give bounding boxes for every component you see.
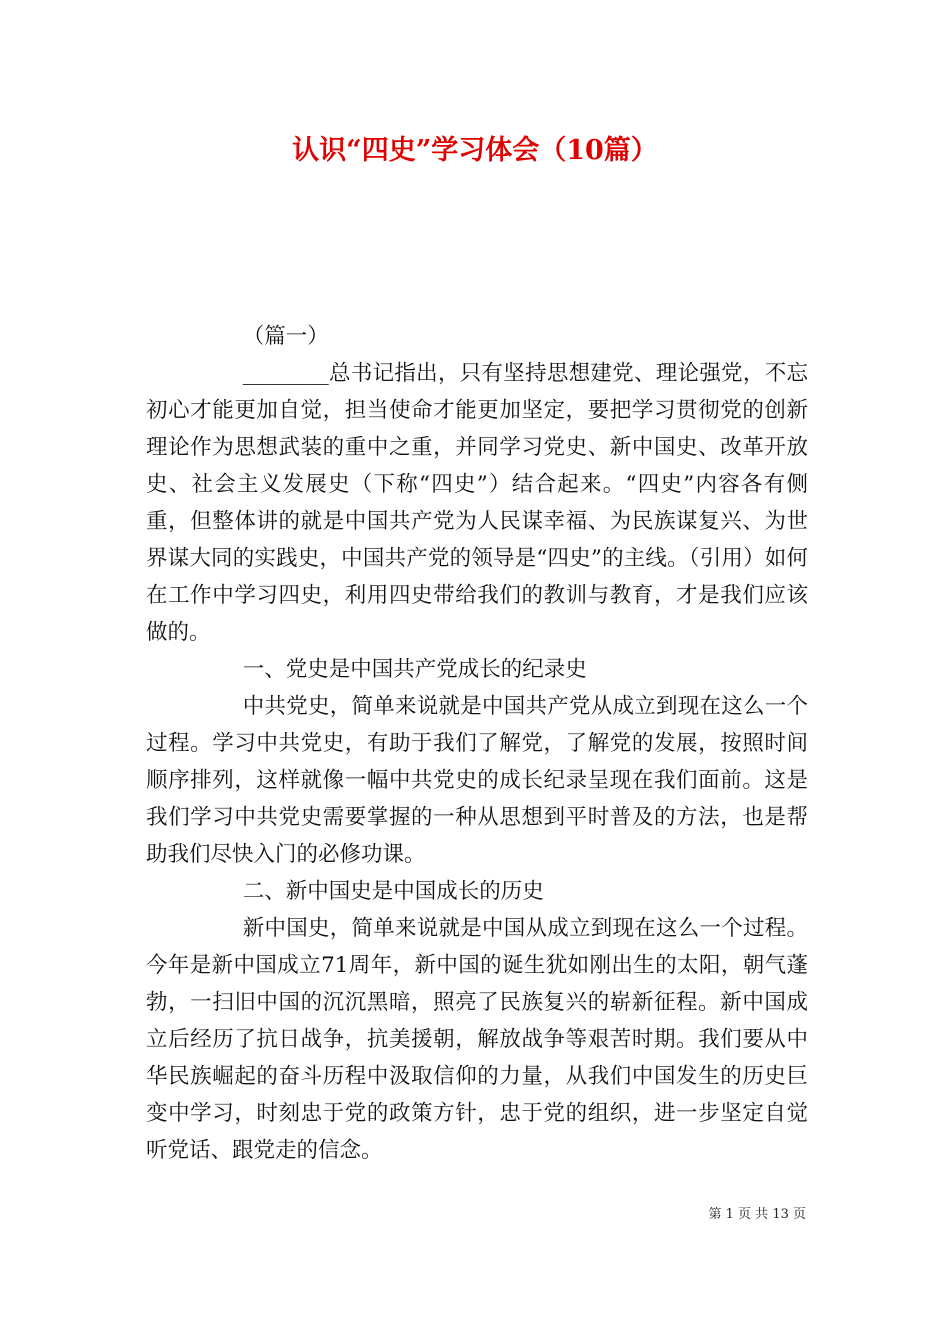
document-body: [146, 318, 808, 1169]
page-number: 第 1 页 共 13 页: [708, 1207, 806, 1222]
paragraph-party-history: 中共党史，简单来说就是中国共产党从成立到现在这么一个过程。学习中共党史，有助于我们了解党，了解党的发展，按照时间顺序排列，这样就像一幅中共党史的成长纪录呈现在我们面前。这是我们学习中共党史需要掌握的一种从思想到平时普及的方法，也是帮助我们尽快入门的必修功课。: [146, 694, 808, 867]
paragraph-intro: ________总书记指出，只有坚持思想建党、理论强党，不忘初心才能更加自觉，担当使命才能更加坚定，要把学习贯彻党的创新理论作为思想武装的重中之重，并同学习党史、新中国史、改革开放史、社会主义发展史（下称“四史”）结合起来。“四史”内容各有侧重，但整体讲的就是中国共产党为人民谋幸福、为民族谋复兴、为世界谋大同的实践史，中国共产党的领导是“四史”的主线。（引用）如何在工作中学习四史，利用四史带给我们的教训与教育，才是我们应该做的。: [146, 361, 808, 645]
paragraph-new-china-history: 新中国史，简单来说就是中国从成立到现在这么一个过程。今年是新中国成立71周年，新中国的诞生犹如刚出生的太阳，朝气蓬勃，一扫旧中国的沉沉黑暗，照亮了民族复兴的崭新征程。新中国成立后经历了抗日战争，抗美援朝，解放战争等艰苦时期。我们要从中华民族崛起的奋斗历程中汲取信仰的力量，从我们中国发生的历史巨变中学习，时刻忠于党的政策方针，忠于党的组织，进一步坚定自觉听党话、跟党走的信念。: [146, 916, 808, 1163]
section-heading-1: 一、党史是中国共产党成长的纪录史: [242, 657, 587, 682]
section-label: （篇一）: [242, 324, 329, 349]
section-heading-2: 二、新中国史是中国成长的历史: [242, 879, 544, 904]
document-title: 认识“四史”学习体会（10篇）: [292, 135, 658, 166]
